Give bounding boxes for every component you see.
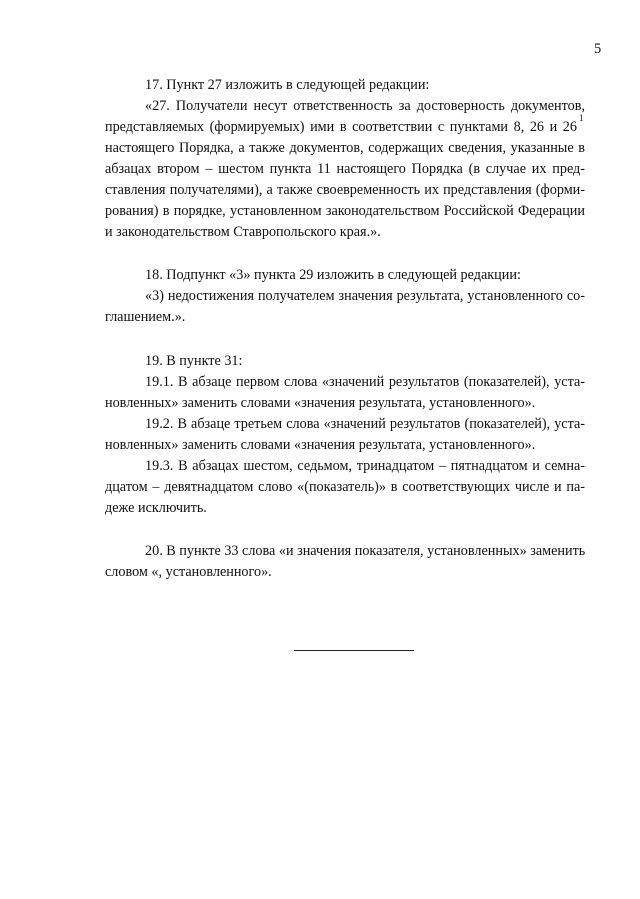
section-17-line-4: абзацах втором – шестом пункта 11 настоящего Порядка (в случае их пред- <box>105 161 585 177</box>
section-20-line-1: 20. В пункте 33 слова «и значения показателя, установленных» заменить <box>145 543 586 559</box>
section-19-3-line-3: деже исключить. <box>105 500 207 516</box>
section-17-line-6: рования) в порядке, установленном законодательством Российской Федерации <box>105 203 585 219</box>
section-17-line-2-text: представляемых (формируемых) ими в соответствии с пунктами 8, 26 и 26 <box>105 119 577 135</box>
section-17-line-2 <box>105 117 577 137</box>
document-page: 5 17. Пункт 27 изложить в следующей редакции: «27. Получатели несут ответственность за достоверность документов, представляемых (формируемых) ими в соответствии с пунктами 8, 26 и 26 1 настоящего Порядка, а также документов, содержащих сведения, указанные в абзацах втором – шестом пункта 11 настоящего Порядка (в случае их пред- ставления получателями), а также своевременность их представления (форми- рования) в порядке, установленном законодательством Российской Федерации и законодательством Ставропольского края.». 18. Подпункт «3» пункта 29 изложить в следующей редакции: «3) недостижения получателем значения результата, установленного со- глашением.». 19. В пункте 31: 19.1. В абзаце первом слова «значений результатов (показателей), уста- новленных» заменить словами «значения результата, установленного». 19.2. В абзаце третьем слова «значений результатов (показателей), уста- новленных» заменить словами «значения результата, установленного». 19.3. В абзацах шестом, седьмом, тринадцатом – пятнадцатом и семна- дцатом – девятнадцатом слово «(показатель)» в соответствующих числе и па- деже исключить. 20. В пункте 33 слова «и значения показателя, установленных» заменить словом «, установленного». <box>0 0 640 899</box>
section-17-heading: 17. Пункт 27 изложить в следующей редакции: <box>145 77 430 93</box>
section-19-2-line-2: новленных» заменить словами «значения результата, установленного». <box>105 437 536 453</box>
section-18-line-1: «3) недостижения получателем значения результата, установленного со- <box>145 288 585 304</box>
section-17-line-1: «27. Получатели несут ответственность за достоверность документов, <box>145 98 585 114</box>
section-19-3-line-1: 19.3. В абзацах шестом, седьмом, тринадцатом – пятнадцатом и семна- <box>145 458 585 474</box>
section-20-line-2: словом «, установленного». <box>105 564 272 580</box>
section-17-line-3: настоящего Порядка, а также документов, содержащих сведения, указанные в <box>105 140 585 156</box>
section-19-3-line-2: дцатом – девятнадцатом слово «(показатель)» в соответствующих числе и па- <box>105 479 585 495</box>
closing-rule <box>294 650 414 651</box>
page-number: 5 <box>594 41 602 57</box>
section-19-2-line-1: 19.2. В абзаце третьем слова «значений результатов (показателей), уста- <box>145 416 585 432</box>
section-18-line-2: глашением.». <box>105 309 186 325</box>
section-18-heading: 18. Подпункт «3» пункта 29 изложить в следующей редакции: <box>145 267 521 283</box>
section-19-heading: 19. В пункте 31: <box>145 353 243 369</box>
section-19-1-line-2: новленных» заменить словами «значения результата, установленного». <box>105 395 536 411</box>
section-19-1-line-1: 19.1. В абзаце первом слова «значений результатов (показателей), уста- <box>145 374 585 390</box>
section-17-line-7: и законодательством Ставропольского края.». <box>105 224 381 240</box>
section-17-line-5: ставления получателями), а также своевременность их представления (форми- <box>105 182 585 198</box>
